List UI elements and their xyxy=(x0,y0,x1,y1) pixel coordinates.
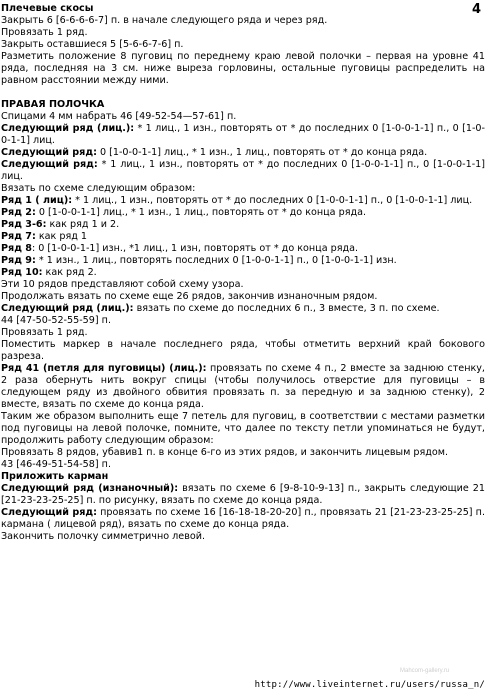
paragraph: Провязать 1 ряд. xyxy=(1,27,88,38)
paragraph: Вязать по схеме следующим образом: xyxy=(1,183,196,194)
row-text: * 1 лиц., 1 изн., повторять от * до последних 0 [1-0-0-1-1] п., 0 [1-0-0-1-1] лиц. xyxy=(1,159,485,182)
instruction-row xyxy=(1,219,485,231)
spacer xyxy=(1,87,485,99)
paragraph: Эти 10 рядов представляют собой схему узора. xyxy=(1,279,244,290)
row-label: Ряд 2: xyxy=(1,207,36,218)
row-label: Следующий ряд (изнаночный): xyxy=(1,483,179,494)
section-heading-right-front: ПРАВАЯ ПОЛОЧКА xyxy=(1,99,105,110)
paragraph: Провязать 1 ряд. xyxy=(1,327,88,338)
row-label: Ряд 41 (петля для пуговицы) (лиц.): xyxy=(1,363,207,374)
watermark: Mahcom-gallery.ru xyxy=(400,668,450,674)
row-label: Ряд 7: xyxy=(1,231,36,242)
instruction-row xyxy=(1,123,485,147)
stitch-count: 44 [47-50-52-55-59] п. xyxy=(1,315,112,326)
row-label: Следующий ряд (лиц.): xyxy=(1,303,134,314)
instruction-row xyxy=(1,255,485,267)
row-text: вязать по схеме до последних 6 п., 3 вместе, 3 п. по схеме. xyxy=(133,303,440,314)
row-label: Следующий ряд: xyxy=(1,159,98,170)
instruction-row xyxy=(1,147,485,159)
row-text: * 1 изн., 1 лиц., повторять последних 0 [1-0-0-1-1] п., 0 [1-0-0-1-1] изн. xyxy=(35,255,397,266)
row-label: Ряд 1 ( лиц): xyxy=(1,195,73,206)
row-text: вязать по схеме 6 [9-8-10-9-13] п., закрыть следующие 21 [21-23-23-25-25] п. по рисунку, вязать по схеме до конца ряда. xyxy=(1,483,485,506)
row-label: Ряд 10: xyxy=(1,267,43,278)
row-text: * 1 лиц., 1 изн., повторять от * до последних 0 [1-0-0-1-1] п., 0 [1-0-0-1-1] лиц. xyxy=(72,195,473,206)
instruction-row xyxy=(1,363,485,411)
paragraph: Таким же образом выполнить еще 7 петель для пуговиц, в соответствии с местами разметки под пуговицы на левой полочке, помните, что далее по тексту петли упоминаться не будут, продолжить работу следующим образом: xyxy=(1,411,485,446)
row-label: Ряд 3-6: xyxy=(1,219,47,230)
document-body xyxy=(1,3,485,543)
section-heading-shoulders: Плечевые скосы xyxy=(1,3,94,14)
instruction-row xyxy=(1,303,485,315)
row-text: как ряд 2. xyxy=(42,267,97,278)
row-text: 0 [1-0-0-1-1] лиц., * 1 изн., 1 лиц., повторять от * до конца ряда. xyxy=(35,207,367,218)
row-text: 0 [1-0-0-1-1] лиц., * 1 изн., 1 лиц., повторять от * до конца ряда. xyxy=(96,147,428,158)
paragraph: Закрыть оставшиеся 5 [5-6-6-7-6] п. xyxy=(1,39,184,50)
paragraph: Разметить положение 8 пуговиц по переднему краю левой полочки – первая на уровне 41 ряда, последняя на 3 см. ниже выреза горловины, остальные пуговицы распределить на равном расстоянии между ними. xyxy=(1,51,485,86)
instruction-row xyxy=(1,267,485,279)
stitch-count: 43 [46-49-51-54-58] п. xyxy=(1,459,112,470)
paragraph: Закрыть 6 [6-6-6-6-7] п. в начале следующего ряда и через ряд. xyxy=(1,15,328,26)
row-text: как ряд 1 и 2. xyxy=(46,219,120,230)
page-number: 4 xyxy=(471,2,481,17)
instruction-row xyxy=(1,231,485,243)
paragraph: Спицами 4 мм набрать 46 [49-52-54—57-61] п. xyxy=(1,111,237,122)
paragraph: Продолжать вязать по схеме еще 26 рядов, закончив изнаночным рядом. xyxy=(1,291,378,302)
row-text: провязать по схеме 4 п., 2 вместе за заднюю стенку, 2 раза обернуть нить вокруг спицы (чтобы получилось отверстие для пуговицы – в следующем ряду из двойного обвития провязать п. за передную и за заднюю стенку), 2 вместе, вязать по схеме до конца ряда. xyxy=(1,363,485,410)
row-label: Следующий ряд: xyxy=(1,507,97,518)
footer-url[interactable]: http://www.liveinternet.ru/users/russa_n/ xyxy=(254,680,485,690)
instruction-row xyxy=(1,243,485,255)
paragraph: Провязать 8 рядов, убавив1 п. в конце 6-го из этих рядов, и закончить лицевым рядом. xyxy=(1,447,449,458)
row-text: как ряд 1 xyxy=(35,231,88,242)
row-text: провязать по схеме 16 [16-18-18-20-20] п., провязать 21 [21-23-23-25-25] п. кармана ( лицевой ряд), вязать по схеме до конца ряда. xyxy=(1,507,485,530)
row-label: Ряд 8 xyxy=(1,243,32,254)
instruction-row xyxy=(1,483,485,507)
row-text: : 0 [1-0-0-1-1] изн., *1 лиц., 1 изн, повторять от * до конца ряда. xyxy=(31,243,359,254)
paragraph: Поместить маркер в начале последнего ряда, чтобы отметить верхний край бокового разреза. xyxy=(1,339,485,362)
row-text: * 1 лиц., 1 изн., повторять от * до последних 0 [1-0-0-1-1] п., 0 [1-0-0-1-1] лиц. xyxy=(1,123,485,146)
instruction-row xyxy=(1,159,485,183)
instruction-row xyxy=(1,195,485,207)
instruction-row xyxy=(1,207,485,219)
paragraph: Закончить полочку симметрично левой. xyxy=(1,531,205,542)
section-heading-pocket: Приложить карман xyxy=(1,471,109,482)
row-label: Ряд 9: xyxy=(1,255,36,266)
row-label: Следующий ряд: xyxy=(1,147,97,158)
instruction-row xyxy=(1,507,485,531)
row-label: Следующий ряд (лиц.): xyxy=(1,123,135,134)
